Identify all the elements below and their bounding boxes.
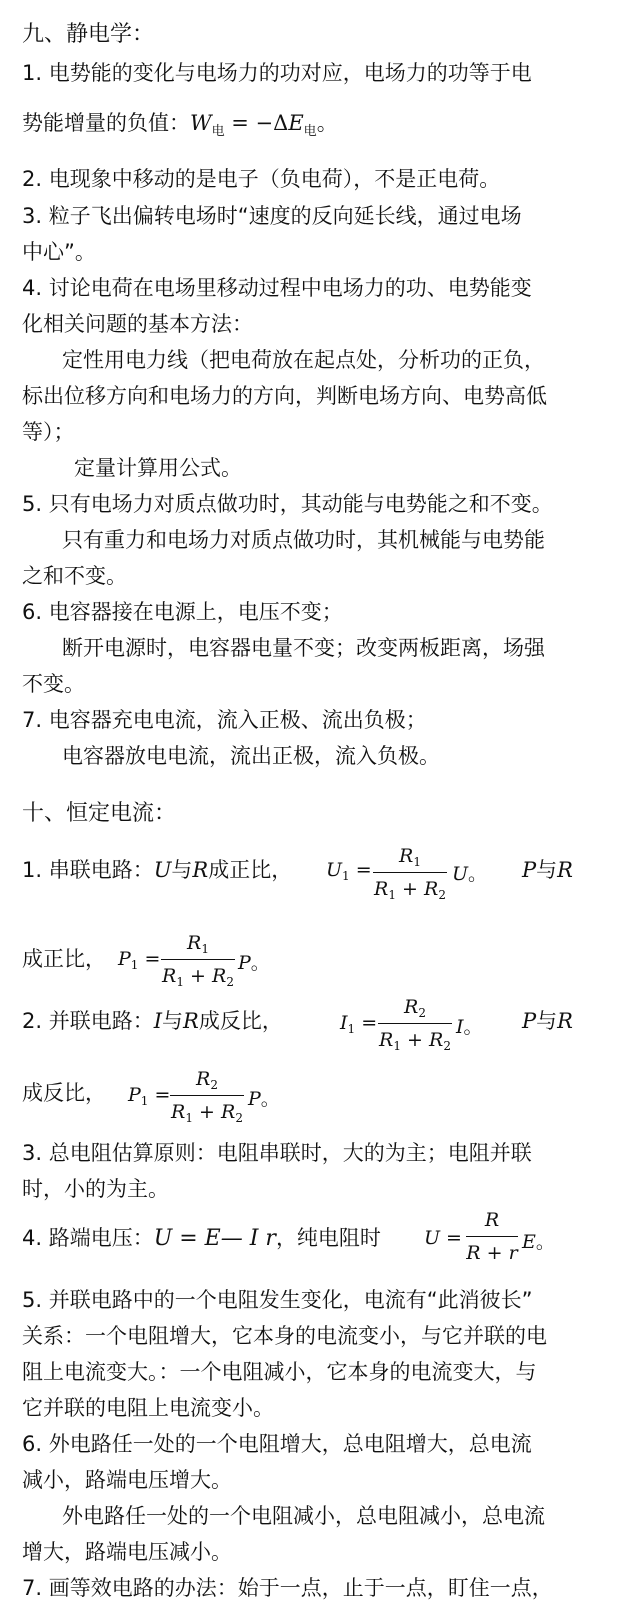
item-10-6-line-3: 外电路任一处的一个电阻减小，总电阻减小，总电流 <box>62 1504 545 1528</box>
word-and: 与 <box>536 1009 558 1033</box>
var-p: P <box>522 858 537 882</box>
series-line-2: 成正比， <box>22 947 106 971</box>
terminal-voltage-label: 4. 路端电压： <box>22 1226 154 1250</box>
series-label: 1. 串联电路： <box>22 858 154 882</box>
item-10-3-line-1: 3. 总电阻估算原则：电阻串联时，大的为主；电阻并联 <box>22 1141 532 1165</box>
item-4-line-6: 定量计算用公式。 <box>74 456 242 480</box>
word-and: 与 <box>536 858 558 882</box>
section-title-electrostatics: 九、静电学： <box>22 22 155 47</box>
item-4-line-5: 等）； <box>22 420 75 444</box>
item-10-5-line-1: 5. 并联电路中的一个电阻发生变化，电流有“此消彼长” <box>22 1288 533 1312</box>
item-10-6-line-4: 增大，路端电压减小。 <box>22 1540 232 1564</box>
var-r: R <box>192 858 209 882</box>
item-10-3-line-2: 时，小的为主。 <box>22 1177 169 1201</box>
p1-parallel-fraction: $R_2$ $R_1 + R_2$ <box>171 1068 243 1125</box>
u1-lhs: $U_1$ = <box>326 859 372 883</box>
var-r: R <box>183 1009 199 1033</box>
item-5-line-3: 之和不变。 <box>22 564 127 588</box>
i1-lhs: $I_1$ = <box>340 1012 378 1036</box>
u1-rhs: U。 <box>452 863 488 885</box>
item-10-6-line-1: 6. 外电路任一处的一个电阻增大，总电阻增大，总电流 <box>22 1432 532 1456</box>
word-and: 与 <box>171 858 193 882</box>
item-2: 2. 电现象中移动的是电子（负电荷），不是正电荷。 <box>22 167 501 191</box>
p1-parallel-rhs: P。 <box>248 1088 280 1110</box>
item-4-line-2: 化相关问题的基本方法： <box>22 312 253 336</box>
p1-series-fraction: $R_1$ $R_1 + R_2$ <box>162 932 234 989</box>
series-line-1 <box>22 857 292 883</box>
u-pure-fraction: R R + r <box>466 1209 518 1264</box>
item-10-5-line-4: 它并联的电阻上电流变小。 <box>22 1396 274 1420</box>
p1-series-rhs: P。 <box>238 952 270 974</box>
item-5-line-1: 5. 只有电场力对质点做功时，其动能与电势能之和不变。 <box>22 492 553 516</box>
var-i: I <box>153 1009 163 1033</box>
item-6-line-1: 6. 电容器接在电源上，电压不变； <box>22 600 343 624</box>
word-and: 与 <box>162 1009 184 1033</box>
item-4-line-3: 定性用电力线（把电荷放在起点处，分析功的正负， <box>62 348 545 372</box>
parallel-label: 2. 并联电路： <box>22 1009 154 1033</box>
item-10-5-line-2: 关系：一个电阻增大，它本身的电流变小，与它并联的电 <box>22 1324 547 1348</box>
item-10-5-line-3: 阻上电流变大。：一个电阻减小，它本身的电流变大，与 <box>22 1360 537 1384</box>
p1-series-lhs: $P_1$ = <box>118 948 161 972</box>
item-10-7-line-1: 7. 画等效电路的办法：始于一点，止于一点，盯住一点， <box>22 1576 553 1600</box>
i1-rhs: I。 <box>456 1016 483 1038</box>
u1-fraction: $R_1$ $R_1 + R_2$ <box>374 845 446 902</box>
item-10-4 <box>22 1225 381 1252</box>
item-1-line-2 <box>22 110 338 145</box>
item-6-line-2: 断开电源时，电容器电量不变；改变两板距离，场强 <box>62 636 545 660</box>
parallel-p-r <box>522 1008 573 1034</box>
item-6-line-3: 不变。 <box>22 672 85 696</box>
parallel-line-1 <box>22 1008 283 1034</box>
item-1-line-1: 1. 电势能的变化与电场力的功对应，电场力的功等于电 <box>22 61 532 85</box>
item-7-line-1: 7. 电容器充电电流，流入正极、流出负极； <box>22 708 427 732</box>
section-title-current: 十、恒定电流： <box>22 801 177 826</box>
terminal-voltage-formula: U = E— I r <box>153 1226 276 1251</box>
parallel-line-2: 成反比， <box>22 1081 106 1105</box>
item-10-6-line-2: 减小，路端电压增大。 <box>22 1468 232 1492</box>
item-3-line-2: 中心”。 <box>22 240 96 264</box>
parallel-text: 成反比， <box>198 1009 283 1033</box>
item-5-line-2: 只有重力和电场力对质点做功时，其机械能与电势能 <box>62 528 545 552</box>
series-p-r <box>522 857 573 883</box>
item-1-text: 势能增量的负值： <box>22 111 190 135</box>
var-r: R <box>557 1009 573 1033</box>
period: 。 <box>316 111 338 135</box>
item-7-line-2: 电容器放电电流，流出正极，流入负极。 <box>62 744 440 768</box>
pure-resistance-text: ，纯电阻时 <box>275 1226 381 1250</box>
var-p: P <box>522 1009 537 1033</box>
i1-fraction: $R_2$ $R_1 + R_2$ <box>379 996 451 1053</box>
item-3-line-1: 3. 粒子飞出偏转电场时“速度的反向延长线，通过电场 <box>22 204 522 228</box>
var-u: U <box>153 858 172 882</box>
var-r: R <box>557 858 573 882</box>
item-4-line-4: 标出位移方向和电场力的方向，判断电场方向、电势高低 <box>22 384 547 408</box>
item-4-line-1: 4. 讨论电荷在电场里移动过程中电场力的功、电势能变 <box>22 276 532 300</box>
u-pure-lhs: U = <box>424 1227 462 1249</box>
series-text: 成正比， <box>208 858 293 882</box>
u-pure-rhs: E。 <box>522 1231 555 1253</box>
work-formula: $W_电 = -\Delta E_电$ <box>190 111 317 139</box>
p1-parallel-lhs: $P_1$ = <box>128 1084 171 1108</box>
